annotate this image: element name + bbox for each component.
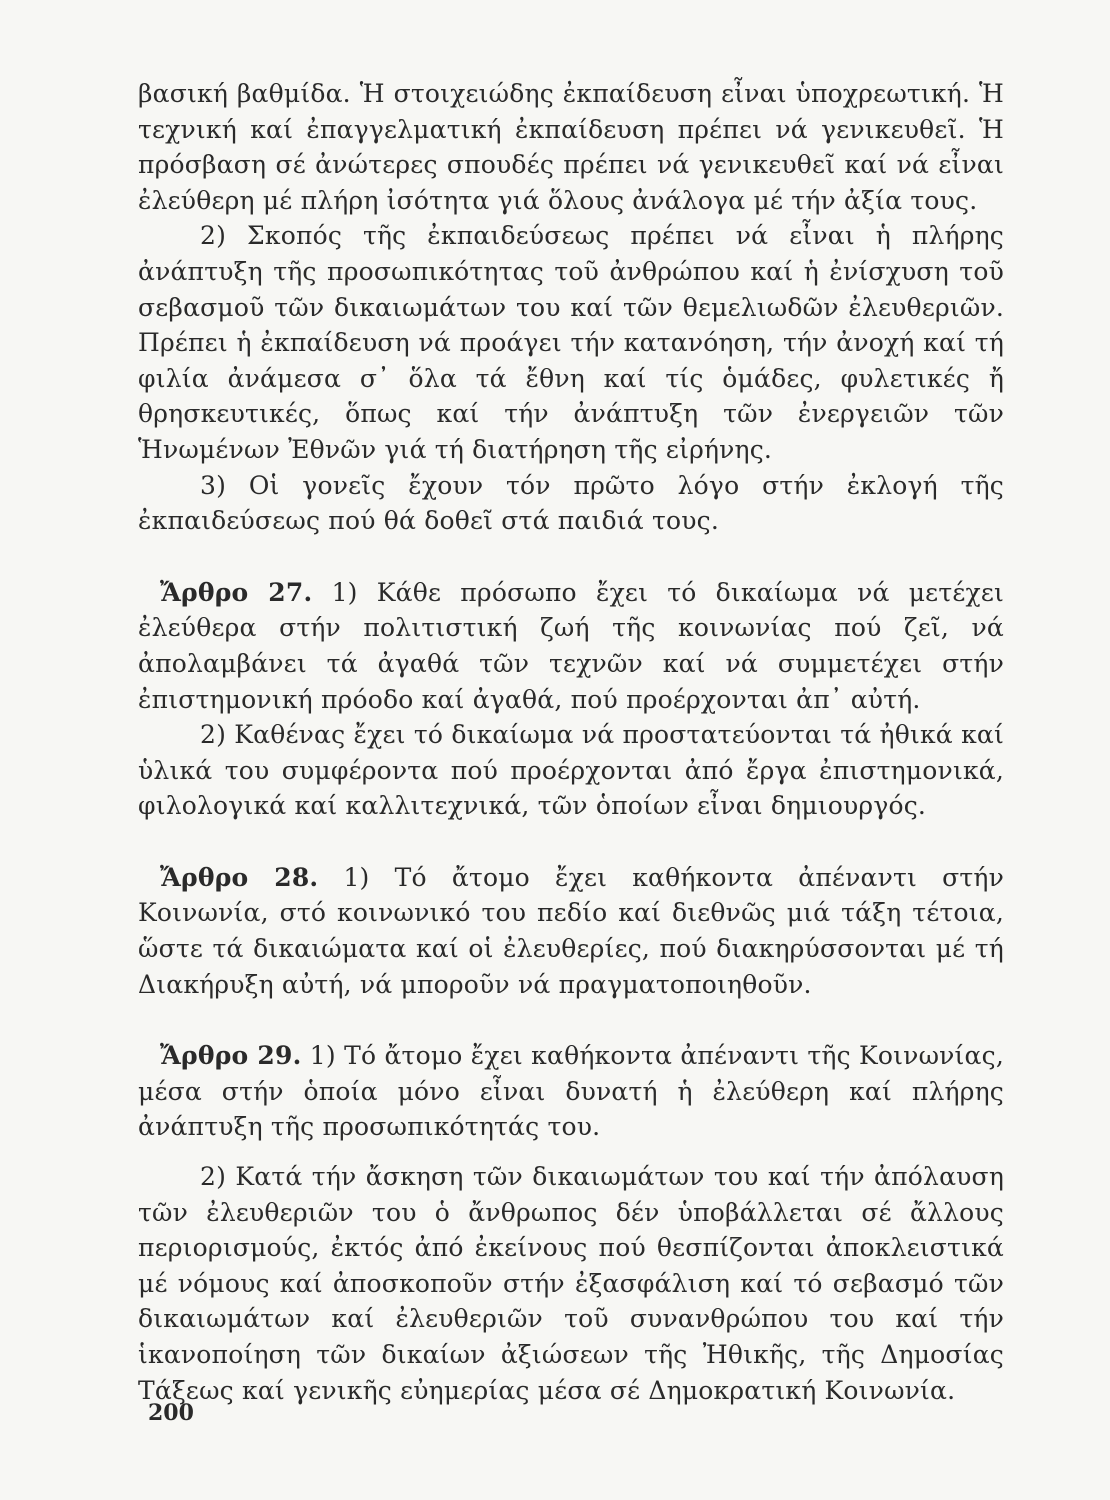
paragraph-education-aim: 2) Σκοπός τῆς ἐκπαιδεύσεως πρέπει νά εἶναι ἡ πλήρης ἀνάπτυξη τῆς προσωπικότητας τοῦ ἀνθρώπου καί ἡ ἐνίσχυση τοῦ σεβασμοῦ τῶν δικαιωμάτων του καί τῶν θεμελιωδῶν ἐλευθεριῶν. Πρέπει ἡ ἐκπαίδευση νά προάγει τήν κατανόηση, τήν ἀνοχή καί τή φιλία ἀνάμεσα σ᾽ ὅλα τά ἔθνη καί τίς ὁμάδες, φυλετικές ἤ θρησκευτικές, ὅπως καί τήν ἀνάπτυξη τῶν ἐνεργειῶν τῶν Ἡνωμένων Ἐθνῶν γιά τή διατήρηση τῆς εἰρήνης. [138,221,1004,464]
page-number: 200 [148,1400,194,1426]
article-29-heading: Ἄρθρο 29. [160,1041,302,1071]
article-27-clause-1: 1) Κάθε πρόσωπο ἔχει τό δικαίωμα νά μετέχει ἐλεύθερα στήν πολιτιστική ζωή τῆς κοινωνίας πού ζεῖ, νά ἀπολαμβάνει τά ἀγαθά τῶν τεχνῶν καί νά συμμετέχει στήν ἐπιστημονική πρόοδο καί ἀγαθά, πού προέρχονται ἀπ᾽ αὐτή. [138,577,1005,714]
article-27-heading: Ἄρθρο 27. [160,577,313,607]
article-28-heading: Ἄρθρο 28. [160,862,319,892]
article-27 [138,575,1004,717]
article-29-clause-1: 1) Τό ἄτομο ἔχει καθήκοντα ἀπέναντι τῆς Κοινωνίας, μέσα στήν ὁποία μόνο εἶναι δυνατή ἡ ἐλεύθερη καί πλήρης ἀνάπτυξη τῆς προσωπικότητάς του. [138,1041,1004,1142]
article-29-clause-2: 2) Κατά τήν ἄσκηση τῶν δικαιωμάτων του καί τήν ἀπόλαυση τῶν ἐλευθεριῶν του ὁ ἄνθρωπος δέν ὑποβάλλεται σέ ἄλλους περιορισμούς, ἐκτός ἀπό ἐκείνους πού θεσπίζονται ἀποκλειστικά μέ νόμους καί ἀποσκοποῦν στήν ἐξασφάλιση καί τό σεβασμό τῶν δικαιωμάτων καί ἐλευθεριῶν τοῦ συνανθρώπου του καί τήν ἱκανοποίηση τῶν δικαίων ἀξιώσεων τῆς Ἠθικῆς, τῆς Δημοσίας Τάξεως καί γενικῆς εὐημερίας μέσα σέ Δημοκρατική Κοινωνία. [138,1162,1004,1405]
article-28-clause-1: 1) Τό ἄτομο ἔχει καθήκοντα ἀπέναντι στήν Κοινωνία, στό κοινωνικό του πεδίο καί διεθνῶς μιά τάξη τέτοια, ὥστε τά δικαιώματα καί οἱ ἐλευθερίες, πού διακηρύσσονται μέ τή Διακήρυξη αὐτή, νά μποροῦν νά πραγματοποιηθοῦν. [138,862,1004,999]
paragraph-parents-right: 3) Οἱ γονεῖς ἔχουν τόν πρῶτο λόγο στήν ἐκλογή τῆς ἐκπαιδεύσεως πού θά δοθεῖ στά παιδιά τους. [138,470,1004,536]
body-text [138,76,1004,1408]
article-27-clause-2: 2) Καθένας ἔχει τό δικαίωμα νά προστατεύονται τά ἠθικά καί ὑλικά του συμφέροντα πού προέρχονται ἀπό ἔργα ἐπιστημονικά, φιλολογικά καί καλλιτεχνικά, τῶν ὁποίων εἶναι δημιουργός. [138,720,1004,821]
article-29 [138,1038,1004,1145]
article-28 [138,860,1004,1002]
paragraph-continuation: βασική βαθμίδα. Ἡ στοιχειώδης ἐκπαίδευση εἶναι ὑποχρεωτική. Ἡ τεχνική καί ἐπαγγελματική ἐκπαίδευση πρέπει νά γενικευθεῖ. Ἡ πρόσβαση σέ ἀνώτερες σπουδές πρέπει νά γενικευθεῖ καί νά εἶναι ἐλεύθερη μέ πλήρη ἰσότητα γιά ὅλους ἀνάλογα μέ τήν ἀξία τους. [138,79,1004,215]
